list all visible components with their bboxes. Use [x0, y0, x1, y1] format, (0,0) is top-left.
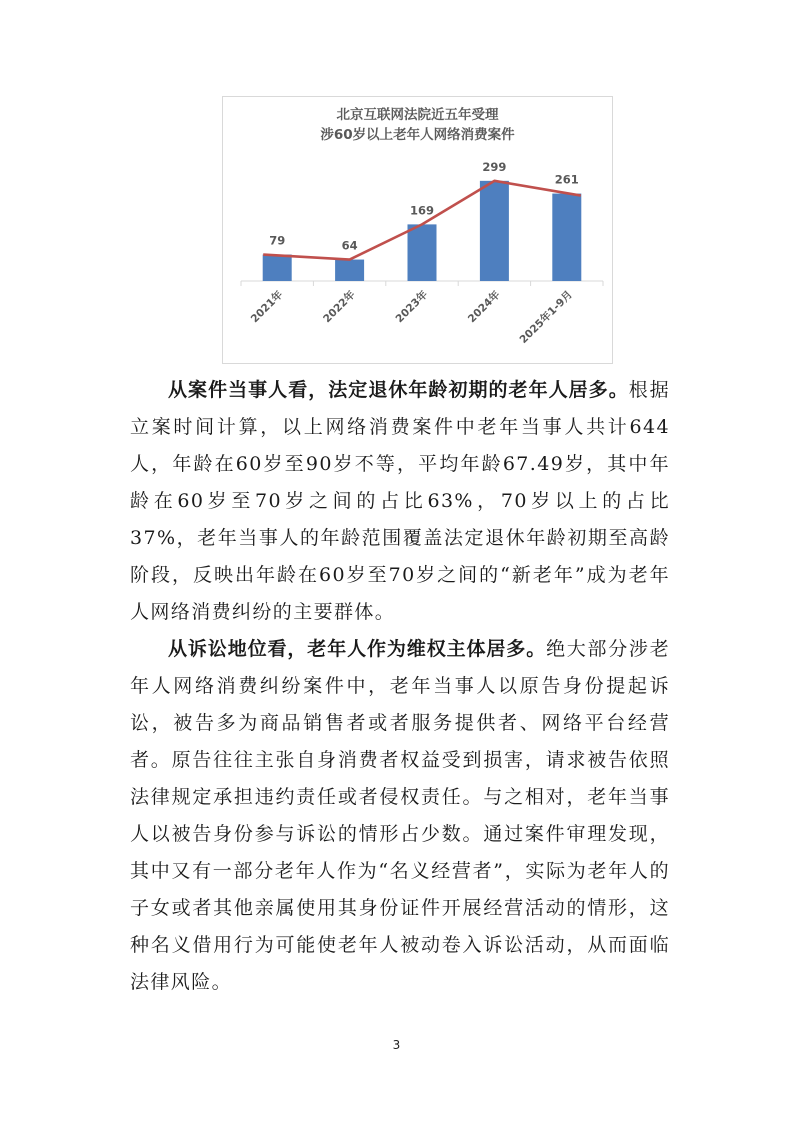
data-label-0: 79	[269, 233, 286, 248]
paragraph-litigation-status	[130, 631, 670, 1001]
data-label-1: 64	[341, 238, 358, 253]
data-label-2: 169	[409, 203, 435, 218]
document-body	[130, 372, 670, 1001]
paragraph-age-lead: 从案件当事人看，法定退休年龄初期的老年人居多。	[168, 379, 629, 401]
category-label-3: 2024年	[465, 288, 503, 326]
paragraph-age	[130, 372, 670, 631]
category-label-1: 2022年	[321, 288, 358, 326]
bar-3	[480, 181, 509, 281]
chart-title-line-2: 涉60岁以上老年人网络消费案件	[320, 127, 515, 143]
chart-title-line-1: 北京互联网法院近五年受理	[336, 107, 499, 123]
data-label-3: 299	[482, 159, 507, 174]
page-number: 3	[392, 1038, 401, 1052]
category-label-4: 2025年1-9月	[517, 288, 575, 347]
bar-line-chart	[223, 97, 614, 365]
category-label-0: 2021年	[248, 288, 286, 326]
chart-figure	[222, 96, 613, 364]
paragraph-litigation-body: 绝大部分涉老年人网络消费纠纷案件中，老年当事人以原告身份提起诉讼，被告多为商品销售者或者服务提供者、网络平台经营者。原告往往主张自身消费者权益受到损害，请求被告依照法律规定承担违约责任或者侵权责任。与之相对，老年当事人以被告身份参与诉讼的情形占少数。通过案件审理发现，其中又有一部分老年人作为“名义经营者”，实际为老年人的子女或者其他亲属使用其身份证件开展经营活动的情形，这种名义借用行为可能使老年人被动卷入诉讼活动，从而面临法律风险。	[130, 638, 670, 993]
data-label-4: 261	[554, 172, 579, 187]
bar-2	[408, 224, 437, 281]
bar-4	[552, 194, 581, 281]
bar-0	[263, 255, 292, 281]
bar-1	[335, 260, 364, 281]
paragraph-age-body: 根据立案时间计算，以上网络消费案件中老年当事人共计644人，年龄在60岁至90岁不等，平均年龄67.49岁，其中年龄在60岁至70岁之间的占比63%，70岁以上的占比37%，老年当事人的年龄范围覆盖法定退休年龄初期至高龄阶段，反映出年龄在60岁至70岁之间的“新老年”成为老年人网络消费纠纷的主要群体。	[130, 379, 670, 623]
category-label-2: 2023年	[393, 288, 431, 326]
paragraph-litigation-lead: 从诉讼地位看，老年人作为维权主体居多。	[168, 638, 547, 660]
